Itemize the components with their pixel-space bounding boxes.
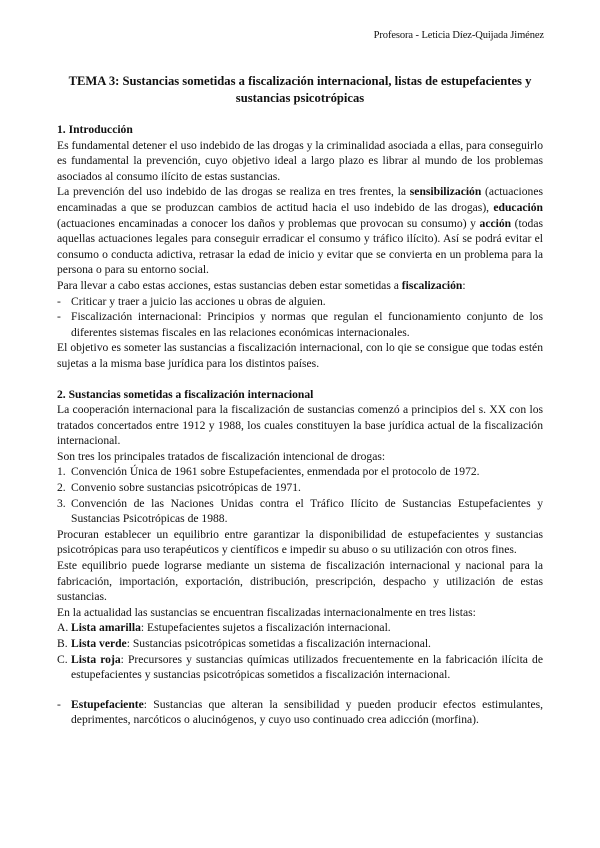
section-1-heading: 1. Introducción [57, 123, 133, 136]
bullet-marker: - [57, 697, 61, 711]
letter-marker: B. [57, 637, 68, 650]
list-item-text: Convención Única de 1961 sobre Estupefacientes, enmendada por el protocolo de 1972. [71, 465, 480, 479]
list-item [57, 652, 543, 683]
section-1-paragraph-2 [57, 184, 543, 278]
list-item-text: : Estupefacientes sujetos a fiscalización internacional. [140, 621, 391, 635]
section-2-paragraph-3: Procuran establecer un equilibrio entre garantizar la disponibilidad de estupefacientes y sustancias psicotrópicas para uso terapéuticos y científicos e impedir su abuso o su utilización con otros fines. [57, 527, 543, 557]
list-item-text: Convenio sobre sustancias psicotrópicas de 1971. [71, 481, 301, 495]
list-item [57, 309, 543, 340]
number-marker: 2. [57, 481, 66, 495]
section-1-paragraph-1: Es fundamental detener el uso indebido de las drogas y la criminalidad asociada a ellas, para conseguirlo es fundamental la prevención, cuyo objetivo ideal a largo plazo es librar al mundo de los problemas asociados al consumo ilícito de estas sustancias. [57, 138, 543, 183]
text-span: (actuaciones encaminadas a conocer los daños y problemas que provocan su consumo) y [57, 216, 480, 230]
number-marker: 3. [57, 496, 66, 510]
document-title: TEMA 3: Sustancias sometidas a fiscalización internacional, listas de estupefacientes y sustancias psicotrópicas [68, 74, 532, 105]
text-span: (actuaciones encaminadas a que se produzcan cambios de actitud hacia el uso indebido de las drogas), [57, 185, 543, 214]
section-2-paragraph-5: En la actualidad las sustancias se encuentran fiscalizadas internacionalmente en tres listas: [57, 605, 476, 619]
section-2-paragraph-4: Este equilibrio puede lograrse mediante un sistema de fiscalización internacional y nacional para la fabricación, importación, exportación, distribución, prescripción, despacho y utilización de estas sustancias. [57, 559, 543, 604]
number-marker: 1. [57, 465, 66, 479]
text-span: La prevención del uso indebido de las drogas se realiza en tres frentes, la [57, 185, 410, 199]
section-2-heading: 2. Sustancias sometidas a fiscalización internacional [57, 387, 314, 401]
list-name-verde: Lista verde [71, 637, 127, 650]
text-span: (todas aquellas actuaciones legales para conseguir erradicar el consumo y tráfico ilícito). Así se podrá evitar el consumo o conducta adictiva, retrasar la edad de inicio y evitar que se convierta en un problema para la persona o para su entorno social. [57, 216, 544, 277]
text-span: : [462, 278, 466, 292]
list-name-amarilla: Lista amarilla [71, 621, 141, 635]
bold-term-sensibilizacion: sensibilización [409, 185, 482, 199]
bullet-marker: - [57, 310, 61, 324]
list-item-text: Convención de las Naciones Unidas contra el Tráfico Ilícito de Sustancias Estupefacientes y Sustancias Psicotrópicas de 1988. [71, 496, 543, 526]
page-header-author: Profesora - Leticia Díez-Quijada Jiménez [373, 30, 544, 41]
bold-term-accion: acción [479, 216, 512, 230]
definition-item [57, 697, 543, 728]
list-item [57, 464, 543, 480]
letter-marker: C. [57, 652, 68, 666]
letter-marker: A. [57, 621, 69, 635]
section-2-paragraph-1: La cooperación internacional para la fiscalización de sustancias comenzó a principios del s. XX con los tratados concertados entre 1912 y 1988, los cuales constituyen la base jurídica actual de la fiscalización internacional. [57, 403, 543, 448]
list-item-text: : Precursores y sustancias químicas utilizados frecuentemente en la fabricación ilícita de estupefacientes y sustancias psicotrópicas sometidos a fiscalización internacional. [71, 652, 543, 682]
list-name-roja: Lista roja [71, 652, 121, 666]
definition-term: Estupefaciente [71, 697, 144, 711]
bold-term-educacion: educación [493, 200, 543, 214]
list-item [57, 620, 543, 636]
list-item [57, 294, 543, 310]
list-item [57, 636, 543, 652]
bold-term-fiscalizacion: fiscalización [401, 278, 463, 292]
list-item-text: Fiscalización internacional: Principios y normas que regulan el funcionamiento conjunto de los diferentes sistemas fiscales en las relaciones económicas internacionales. [71, 310, 543, 339]
list-item [57, 496, 543, 527]
text-span: Para llevar a cabo estas acciones, estas sustancias deben estar sometidas a [57, 278, 402, 292]
list-item [57, 480, 543, 496]
section-2-paragraph-2: Son tres los principales tratados de fiscalización intencional de drogas: [57, 449, 386, 463]
section-1-paragraph-3 [57, 278, 543, 294]
list-item-text: : Sustancias psicotrópicas sometidas a fiscalización internacional. [126, 637, 431, 650]
list-item-text: Criticar y traer a juicio las acciones u obras de alguien. [71, 294, 326, 308]
document-body [57, 73, 543, 728]
section-spacer [57, 372, 543, 387]
section-1-paragraph-4: El objetivo es someter las sustancias a fiscalización internacional, con lo qie se consigue que todas estén sujetas a la misma base jurídica para los distintos países. [57, 341, 543, 370]
paragraph-spacer [57, 683, 543, 697]
definition-text: : Sustancias que alteran la sensibilidad y pueden producir efectos estimulantes, deprimentes, narcóticos o alucinógenos, y cuyo uso continuado crea adicción (morfina). [71, 697, 543, 727]
bullet-marker: - [57, 294, 61, 308]
